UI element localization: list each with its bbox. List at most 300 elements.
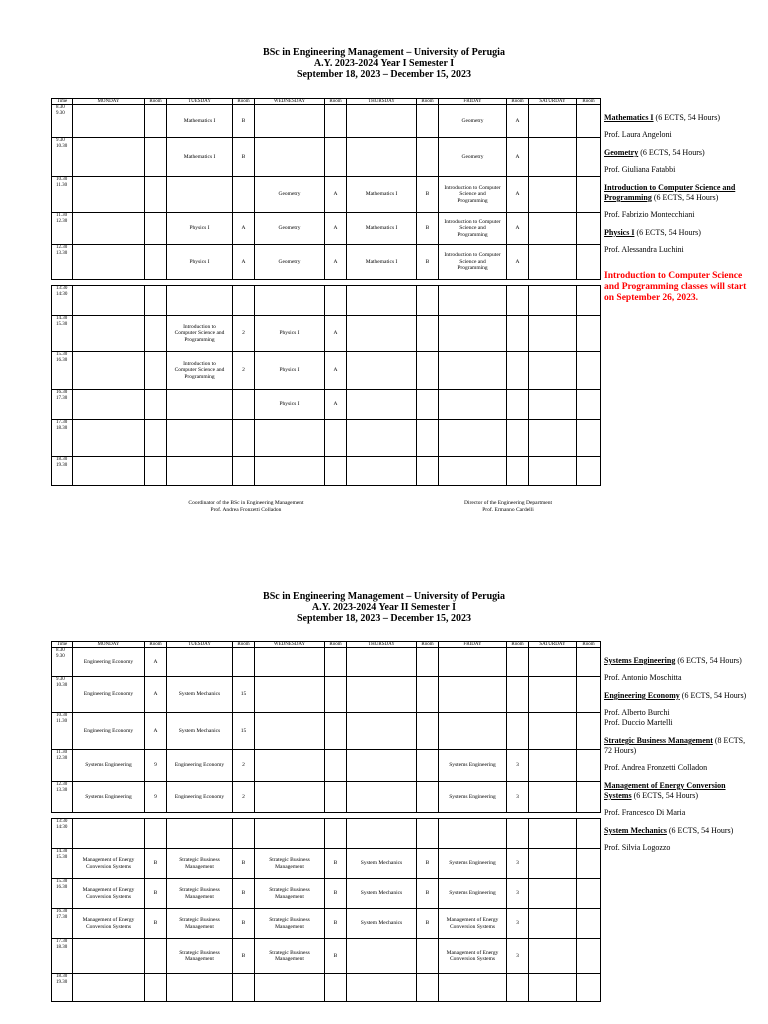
course-cell (529, 974, 577, 1002)
room-cell (577, 457, 601, 486)
course-cell (73, 105, 145, 138)
room-header: Room (145, 99, 167, 105)
room-cell: 9 (145, 750, 167, 782)
time-slot: 18.30 19.30 (52, 974, 73, 1002)
course-cell (347, 648, 417, 677)
course-cell (347, 286, 417, 316)
course-cell: Strategic Business Management (255, 909, 325, 939)
room-cell (145, 352, 167, 390)
table-row (52, 750, 601, 782)
room-cell: A (325, 213, 347, 245)
time-slot: 9.30 10.30 (52, 677, 73, 713)
course-cell (347, 819, 417, 849)
course-cell (255, 286, 325, 316)
room-cell (325, 105, 347, 138)
room-cell (577, 974, 601, 1002)
course-cell (529, 713, 577, 750)
room-cell: A (145, 648, 167, 677)
room-cell (417, 105, 439, 138)
room-header: Room (577, 99, 601, 105)
course-cell (439, 316, 507, 352)
room-cell: A (507, 105, 529, 138)
course-cell (73, 286, 145, 316)
course-info (604, 228, 754, 255)
course-credits: (6 ECTS, 54 Hours) (634, 228, 701, 237)
day-header: FRIDAY (439, 642, 507, 648)
day-header: SATURDAY (529, 642, 577, 648)
room-cell (145, 390, 167, 420)
course-cell: System Mechanics (347, 849, 417, 879)
course-cell: Introduction to Computer Science and Programming (167, 352, 233, 390)
room-cell (145, 177, 167, 213)
course-cell (255, 457, 325, 486)
table-row (52, 316, 601, 352)
course-cell: Engineering Economy (73, 677, 145, 713)
table-row (52, 213, 601, 245)
course-cell: Management of Energy Conversion Systems (73, 909, 145, 939)
table-row (52, 177, 601, 213)
room-cell (417, 677, 439, 713)
room-cell: A (233, 213, 255, 245)
course-cell: Systems Engineering (439, 849, 507, 879)
room-cell (233, 420, 255, 457)
room-cell (417, 138, 439, 177)
course-cell (347, 138, 417, 177)
course-cell (529, 352, 577, 390)
course-cell: Engineering Economy (167, 750, 233, 782)
course-cell (529, 177, 577, 213)
room-header: Room (507, 642, 529, 648)
room-cell (233, 177, 255, 213)
room-cell (417, 939, 439, 974)
room-cell (507, 648, 529, 677)
room-cell (417, 819, 439, 849)
course-cell: Introduction to Computer Science and Programming (439, 245, 507, 280)
course-cell: Management of Energy Conversion Systems (73, 879, 145, 909)
room-cell (417, 713, 439, 750)
room-cell: 3 (507, 909, 529, 939)
course-cell (167, 648, 233, 677)
room-cell (325, 713, 347, 750)
course-cell: Mathematics I (347, 213, 417, 245)
room-cell: 15 (233, 677, 255, 713)
course-cell (167, 819, 233, 849)
room-cell (417, 420, 439, 457)
course-name: Geometry (604, 148, 639, 157)
room-cell: 3 (507, 849, 529, 879)
course-cell: Mathematics I (347, 177, 417, 213)
room-cell (577, 420, 601, 457)
time-slot: 13:30 14:30 (52, 286, 73, 316)
course-cell (529, 879, 577, 909)
course-cell (347, 750, 417, 782)
course-professor: Prof. Alessandra Luchini (604, 245, 684, 254)
room-cell: 3 (507, 939, 529, 974)
room-cell (577, 352, 601, 390)
sem2-title-line: September 18, 2023 – December 15, 2023 (296, 613, 472, 624)
room-cell: 9 (145, 782, 167, 813)
day-header: SATURDAY (529, 99, 577, 105)
course-cell (347, 316, 417, 352)
room-cell (417, 974, 439, 1002)
room-cell (507, 390, 529, 420)
room-cell (577, 316, 601, 352)
table-row (52, 909, 601, 939)
room-cell: B (233, 879, 255, 909)
room-cell (233, 286, 255, 316)
room-cell: B (325, 849, 347, 879)
time-slot: 10.30 11.30 (52, 177, 73, 213)
course-cell (347, 677, 417, 713)
room-cell (577, 713, 601, 750)
course-cell: Strategic Business Management (167, 849, 233, 879)
course-cell: Management of Energy Conversion Systems (439, 939, 507, 974)
sem2-course-list (604, 656, 754, 861)
room-cell (325, 457, 347, 486)
signature-role: Director of the Engineering Department (464, 500, 552, 506)
room-cell (577, 286, 601, 316)
course-cell (347, 105, 417, 138)
time-slot: 12.30 13.30 (52, 782, 73, 813)
start-date-note: Introduction to Computer Science and Programming classes will start on September 26, 2023. (604, 271, 747, 303)
sem1-course-list (604, 113, 754, 304)
course-professor: Prof. Alberto Burchi Prof. Duccio Martelli (604, 708, 673, 727)
course-cell (73, 316, 145, 352)
room-cell: B (233, 909, 255, 939)
room-cell: A (325, 352, 347, 390)
course-cell (255, 819, 325, 849)
table-row (52, 457, 601, 486)
room-cell (417, 286, 439, 316)
course-professor: Prof. Antonio Moschitta (604, 673, 682, 682)
room-cell: A (233, 245, 255, 280)
room-header: Room (233, 642, 255, 648)
table-row (52, 245, 601, 280)
room-cell (233, 819, 255, 849)
course-cell (347, 352, 417, 390)
course-cell: Geometry (439, 138, 507, 177)
day-header: TUESDAY (167, 99, 233, 105)
sem1-title-line: A.Y. 2023-2024 Year I Semester I (313, 58, 455, 69)
room-cell: 2 (233, 750, 255, 782)
day-header: MONDAY (73, 99, 145, 105)
room-cell (145, 138, 167, 177)
course-credits: (8 ECTS, 72 Hours) (604, 736, 746, 755)
room-cell (507, 713, 529, 750)
course-cell: Physics I (255, 390, 325, 420)
course-credits: (6 ECTS, 54 Hours) (679, 691, 747, 700)
room-cell (417, 750, 439, 782)
room-cell: B (417, 849, 439, 879)
time-slot: 8.30 9.30 (52, 648, 73, 677)
day-header: THURSDAY (347, 99, 417, 105)
time-slot: 18.30 19.30 (52, 457, 73, 486)
course-cell (73, 245, 145, 280)
course-cell (529, 939, 577, 974)
course-cell (167, 286, 233, 316)
course-cell (73, 352, 145, 390)
course-info (604, 736, 754, 773)
course-professor: Prof. Fabrizio Montecchiani (604, 210, 695, 219)
room-cell (145, 819, 167, 849)
course-cell: Geometry (439, 105, 507, 138)
course-cell: Geometry (255, 245, 325, 280)
table-row (52, 974, 601, 1002)
room-cell (417, 782, 439, 813)
room-cell (507, 457, 529, 486)
day-header: THURSDAY (347, 642, 417, 648)
course-credits: (6 ECTS, 54 Hours) (666, 826, 734, 835)
course-credits: (6 ECTS, 54 Hours) (631, 791, 699, 800)
time-header: Time (52, 99, 73, 105)
course-cell (255, 105, 325, 138)
course-cell (347, 939, 417, 974)
room-cell (145, 245, 167, 280)
room-cell: A (145, 713, 167, 750)
room-cell (507, 352, 529, 390)
sem2-title (0, 591, 768, 624)
course-professor: Prof. Laura Angeloni (604, 130, 672, 139)
room-cell (577, 390, 601, 420)
course-cell (529, 213, 577, 245)
room-cell (577, 138, 601, 177)
table-row (52, 677, 601, 713)
coordinator-signature (146, 500, 346, 513)
course-cell (73, 457, 145, 486)
course-cell: Introduction to Computer Science and Programming (167, 316, 233, 352)
course-cell (255, 420, 325, 457)
day-header: TUESDAY (167, 642, 233, 648)
course-cell: Strategic Business Management (255, 879, 325, 909)
course-cell (255, 974, 325, 1002)
time-slot: 14.30 15.30 (52, 316, 73, 352)
course-cell (439, 390, 507, 420)
course-cell (439, 819, 507, 849)
course-name: Strategic Business Management (604, 736, 713, 745)
course-cell (529, 457, 577, 486)
time-slot: 16.30 17.30 (52, 909, 73, 939)
room-header: Room (417, 642, 439, 648)
room-cell (577, 750, 601, 782)
course-professor: Prof. Andrea Fronzetti Colladon (604, 763, 708, 772)
room-cell: B (145, 879, 167, 909)
room-cell (325, 750, 347, 782)
signature-name: Prof. Ermanno Cardelli (482, 506, 534, 513)
course-cell (439, 352, 507, 390)
time-slot: 15.30 16.30 (52, 352, 73, 390)
day-header: FRIDAY (439, 99, 507, 105)
sem2-title-line: A.Y. 2023-2024 Year II Semester I (311, 602, 457, 613)
sem1-title-line: BSc in Engineering Management – University of Perugia (263, 47, 505, 58)
room-cell (577, 245, 601, 280)
course-cell (255, 648, 325, 677)
room-header: Room (233, 99, 255, 105)
time-slot: 9.30 10.30 (52, 138, 73, 177)
room-cell: A (145, 677, 167, 713)
room-cell: 2 (233, 352, 255, 390)
course-cell (529, 316, 577, 352)
room-cell: A (325, 177, 347, 213)
course-cell (167, 390, 233, 420)
course-cell (347, 457, 417, 486)
course-info (604, 781, 754, 818)
course-cell: Systems Engineering (439, 879, 507, 909)
room-cell (325, 138, 347, 177)
room-cell: B (417, 213, 439, 245)
course-cell: System Mechanics (167, 677, 233, 713)
course-cell: Introduction to Computer Science and Programming (439, 177, 507, 213)
time-slot: 11.30 12.30 (52, 750, 73, 782)
room-cell: B (325, 939, 347, 974)
course-cell: Strategic Business Management (167, 939, 233, 974)
room-header: Room (417, 99, 439, 105)
course-cell (73, 390, 145, 420)
course-cell: Physics I (255, 316, 325, 352)
course-cell: Mathematics I (167, 105, 233, 138)
room-header: Room (325, 99, 347, 105)
course-cell: Geometry (255, 213, 325, 245)
course-credits: (6 ECTS, 54 Hours) (653, 113, 720, 122)
table-row (52, 286, 601, 316)
course-cell (255, 782, 325, 813)
course-cell (167, 457, 233, 486)
signature-name: Prof. Andrea Fronzetti Colladon (210, 506, 282, 513)
signature-role: Coordinator of the BSc in Engineering Management (188, 500, 304, 506)
room-cell (145, 286, 167, 316)
course-name: Management of Energy Conversion Systems (604, 781, 726, 800)
course-info (604, 656, 754, 683)
course-cell: Strategic Business Management (255, 939, 325, 974)
course-cell: Introduction to Computer Science and Programming (439, 213, 507, 245)
course-cell (167, 177, 233, 213)
room-cell (507, 974, 529, 1002)
time-slot: 11.30 12.30 (52, 213, 73, 245)
course-professor: Prof. Silvia Logozzo (604, 843, 671, 852)
room-cell (507, 677, 529, 713)
room-cell: B (233, 849, 255, 879)
course-cell: Management of Energy Conversion Systems (439, 909, 507, 939)
course-cell (529, 782, 577, 813)
time-slot: 13:30 14:30 (52, 819, 73, 849)
sem1-title (0, 47, 768, 80)
room-cell (145, 316, 167, 352)
course-cell (529, 909, 577, 939)
room-cell: A (507, 138, 529, 177)
course-cell (439, 713, 507, 750)
day-header: MONDAY (73, 642, 145, 648)
room-cell (507, 420, 529, 457)
room-cell (145, 213, 167, 245)
course-cell (529, 420, 577, 457)
room-cell: 15 (233, 713, 255, 750)
table-row (52, 939, 601, 974)
course-cell: Engineering Economy (73, 648, 145, 677)
room-cell (507, 286, 529, 316)
room-header: Room (577, 642, 601, 648)
room-cell: B (233, 105, 255, 138)
course-cell (439, 974, 507, 1002)
course-cell (347, 974, 417, 1002)
course-cell (439, 457, 507, 486)
course-cell: Strategic Business Management (255, 849, 325, 879)
room-cell: 2 (233, 316, 255, 352)
course-cell: Systems Engineering (439, 782, 507, 813)
table-row (52, 105, 601, 138)
course-cell (529, 245, 577, 280)
room-cell (325, 286, 347, 316)
course-cell: System Mechanics (347, 909, 417, 939)
course-cell (255, 750, 325, 782)
room-cell (577, 909, 601, 939)
course-cell (529, 138, 577, 177)
room-cell: A (325, 316, 347, 352)
room-cell: B (417, 245, 439, 280)
course-cell (529, 677, 577, 713)
room-cell (507, 316, 529, 352)
room-cell: 3 (507, 782, 529, 813)
course-cell: Physics I (255, 352, 325, 390)
room-cell: B (233, 939, 255, 974)
course-credits: (6 ECTS, 54 Hours) (675, 656, 742, 665)
room-cell (417, 648, 439, 677)
course-cell (347, 713, 417, 750)
room-cell (145, 105, 167, 138)
room-cell (233, 648, 255, 677)
room-cell (577, 105, 601, 138)
room-cell (233, 457, 255, 486)
room-cell (145, 974, 167, 1002)
room-cell (325, 648, 347, 677)
course-cell (255, 677, 325, 713)
course-cell (347, 390, 417, 420)
course-cell: Strategic Business Management (167, 909, 233, 939)
table-row (52, 352, 601, 390)
course-cell: Physics I (167, 213, 233, 245)
course-cell: Systems Engineering (439, 750, 507, 782)
day-header: WEDNESDAY (255, 99, 325, 105)
time-slot: 17.30 18.30 (52, 939, 73, 974)
course-info (604, 148, 754, 175)
table-row (52, 420, 601, 457)
room-cell: 2 (233, 782, 255, 813)
course-name: Engineering Economy (604, 691, 680, 700)
course-cell: Mathematics I (167, 138, 233, 177)
room-cell: B (325, 909, 347, 939)
course-cell (439, 648, 507, 677)
course-cell (529, 648, 577, 677)
table-row (52, 138, 601, 177)
table-row (52, 849, 601, 879)
time-slot: 12.30 13.30 (52, 245, 73, 280)
course-cell: System Mechanics (167, 713, 233, 750)
course-cell: Engineering Economy (73, 713, 145, 750)
time-slot: 15.30 16.30 (52, 879, 73, 909)
time-slot: 16.30 17.30 (52, 390, 73, 420)
course-cell (439, 286, 507, 316)
room-cell (417, 457, 439, 486)
table-row (52, 713, 601, 750)
room-cell: A (325, 245, 347, 280)
table-row (52, 782, 601, 813)
course-cell (529, 819, 577, 849)
time-slot: 8.30 9.30 (52, 105, 73, 138)
room-cell (577, 677, 601, 713)
room-cell (325, 420, 347, 457)
time-slot: 14.30 15.30 (52, 849, 73, 879)
course-cell (255, 713, 325, 750)
course-cell: Engineering Economy (167, 782, 233, 813)
course-cell (167, 974, 233, 1002)
